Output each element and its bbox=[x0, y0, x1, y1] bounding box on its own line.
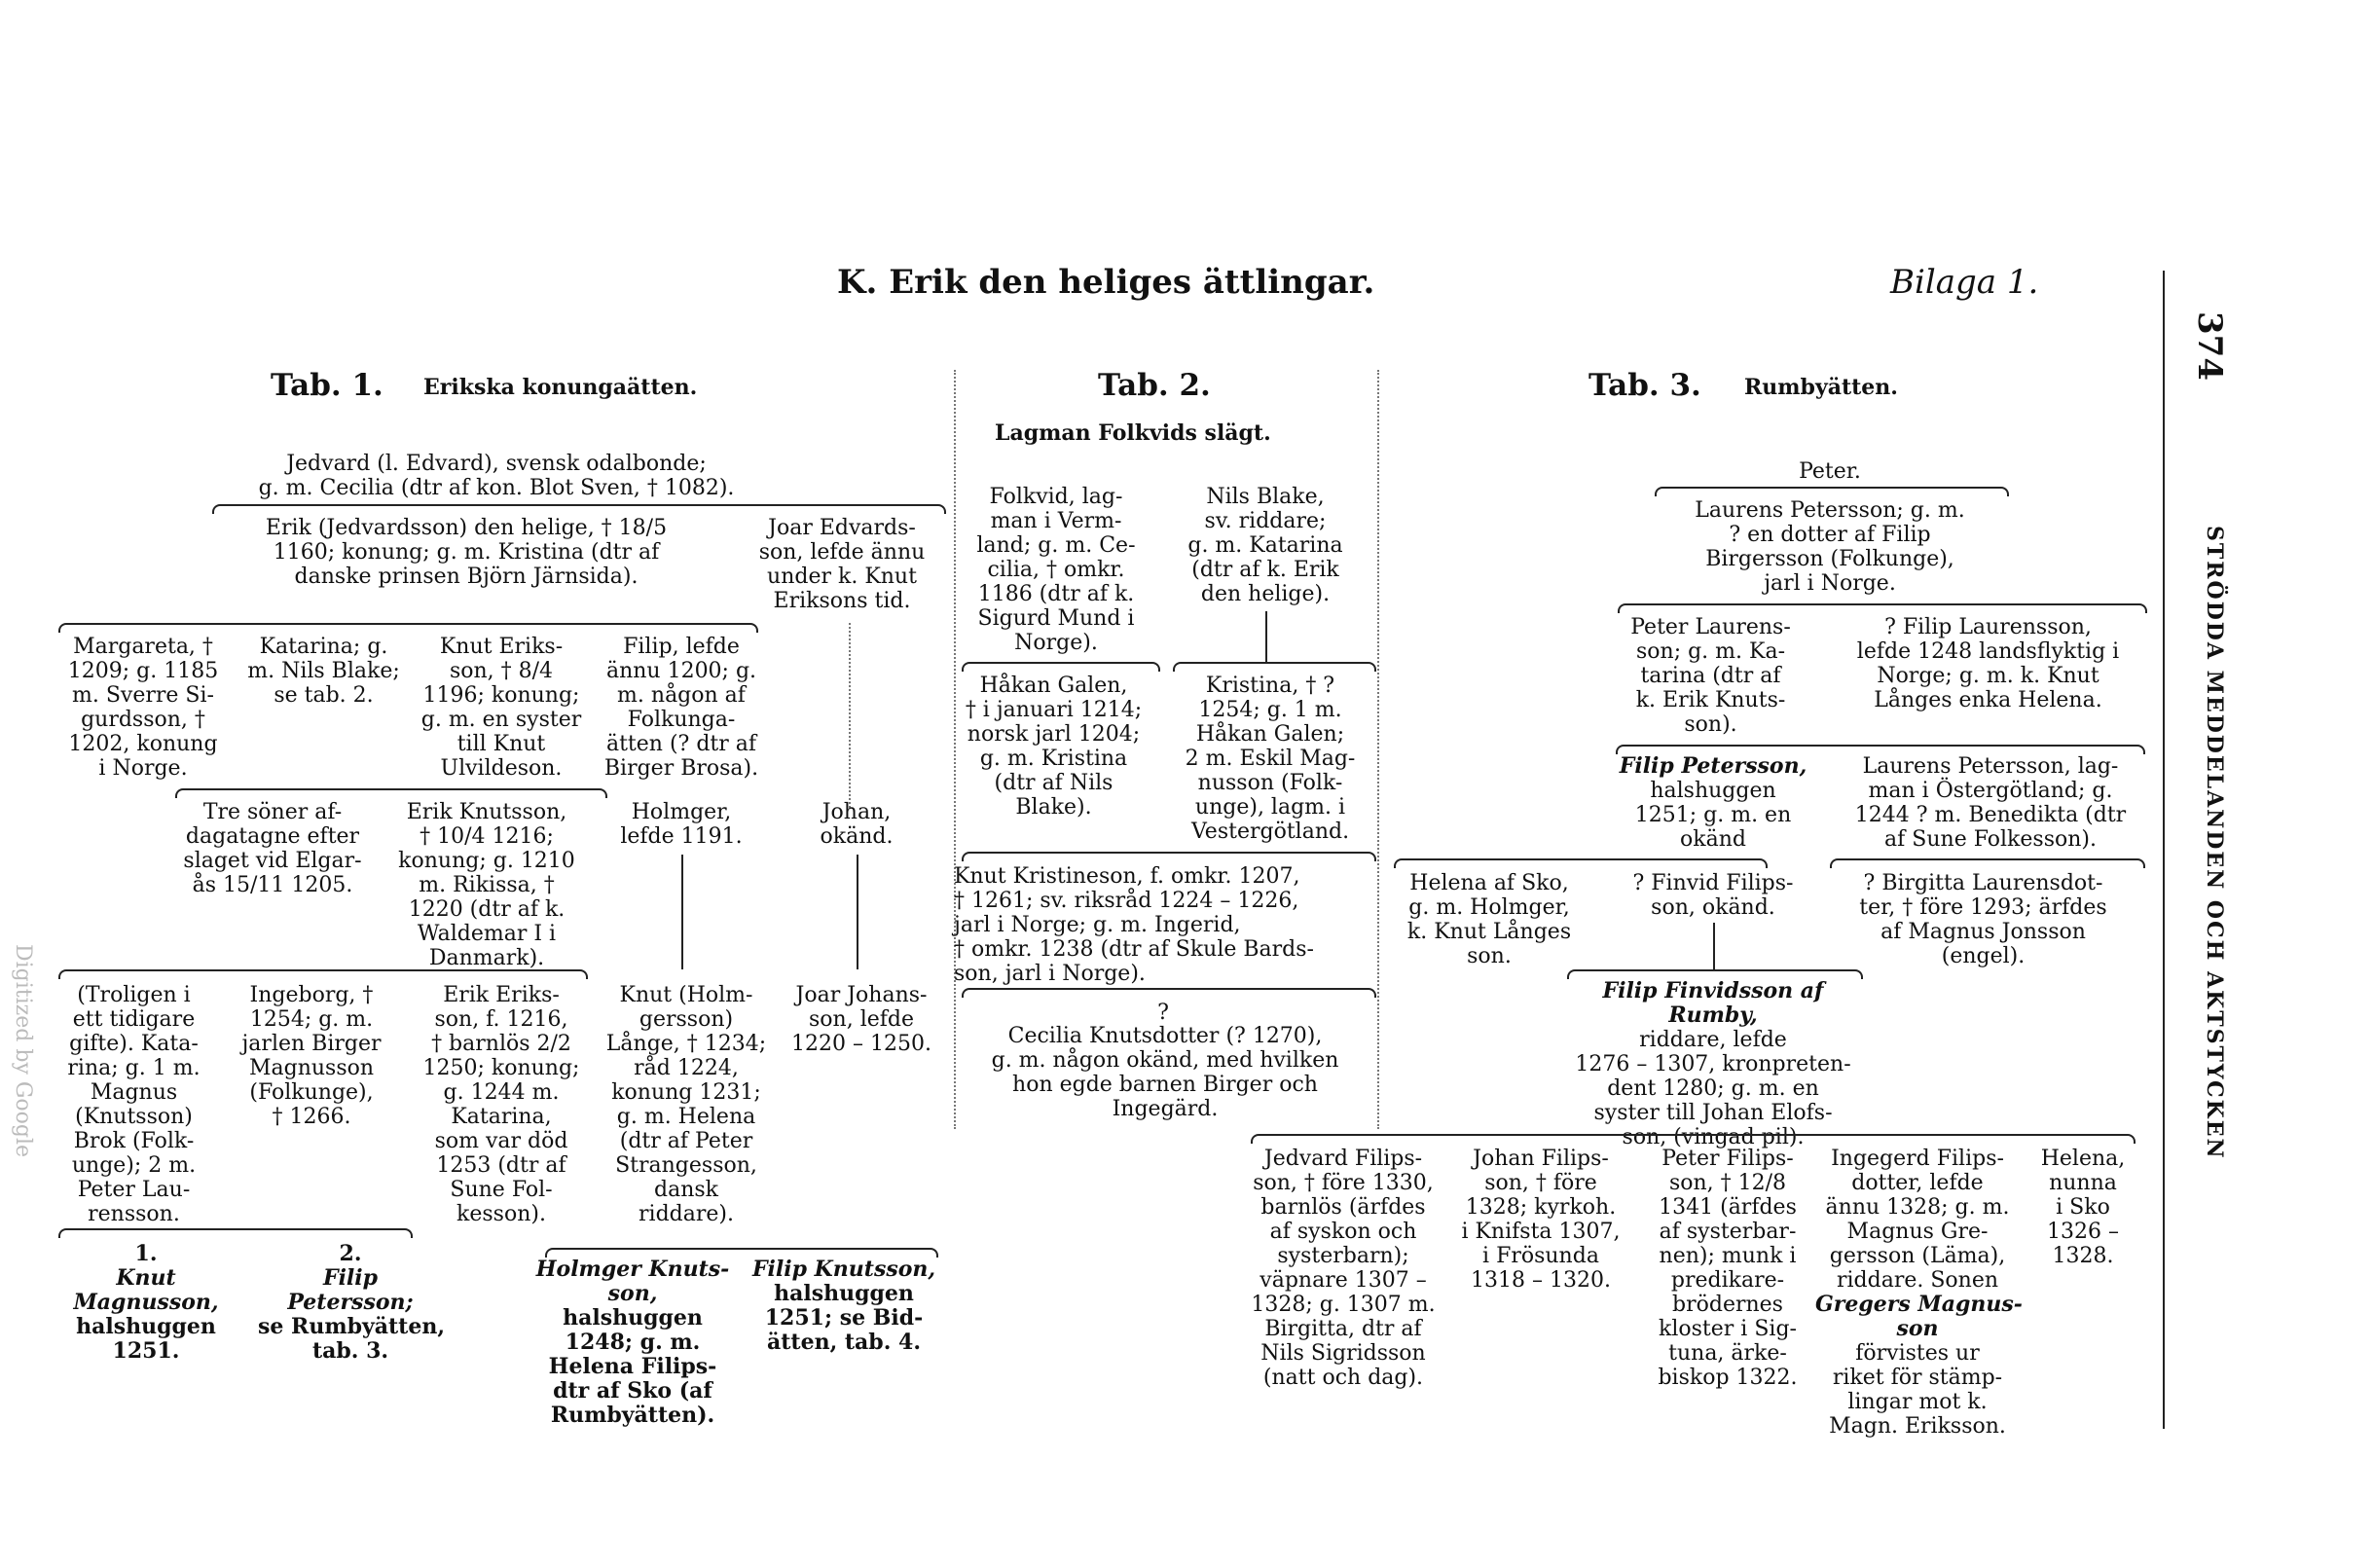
tab2-knut-kristineson: Knut Kristineson, f. omkr. 1207, † 1261; sv. riksråd 1224 – 1226, jarl i Norge; g. m. Ingerid, † omkr. 1238 (dtr af Skule Bards- son, jarl i Norge). bbox=[954, 864, 1314, 986]
tab3-ingegerd-filipsdotter: Ingegerd Filips- dotter, lefde ännu 1328; g. m. Magnus Gre- gersson (Läma), riddare. Sonen Gregers Magnus- son förvistes ur riket för stämp- lingar mot k. Magn. Eriksson. bbox=[1815, 1147, 2023, 1439]
tab2-cecilia: Cecilia Knutsdotter (? 1270), g. m. någon okänd, med hvilken hon egde barnen Birger och Ingegärd. bbox=[991, 1024, 1339, 1121]
tab2-subtitle: Lagman Folkvids slägt. bbox=[995, 420, 1271, 446]
column-divider bbox=[1377, 370, 1379, 1129]
tab3-finvid-filipsson: ? Finvid Filips- son, okänd. bbox=[1632, 871, 1794, 920]
tab1-root: Jedvard (l. Edvard), svensk odalbonde; g. m. Cecilia (dtr af kon. Blot Sven, † 1082). bbox=[258, 452, 735, 500]
tab2-hakan-galen: Håkan Galen, † i januari 1214; norsk jarl 1204; g. m. Kristina (dtr af Nils Blake). bbox=[965, 674, 1143, 820]
tab3-subtitle: Rumbyätten. bbox=[1744, 375, 1898, 400]
bilaga-label: Bilaga 1. bbox=[1890, 263, 2039, 302]
tab1-child-filip-petersson: 2. Filip Petersson; se Rumbyätten, tab. 3. bbox=[258, 1241, 445, 1364]
tab2-label: Tab. 2. bbox=[1098, 368, 1211, 403]
tab3-laurens-petersson: Laurens Petersson; g. m. ? en dotter af Filip Birgersson (Folkunge), jarl i Norge. bbox=[1695, 498, 1965, 596]
tab3-label: Tab. 3. bbox=[1588, 368, 1701, 403]
tab1-ingeborg: Ingeborg, † 1254; g. m. jarlen Birger Magnusson (Folkunge), † 1266. bbox=[241, 983, 382, 1129]
tab1-johan: Johan, okänd. bbox=[820, 800, 894, 849]
running-head: STRÖDDA MEDDELANDEN OCH AKTSTYCKEN bbox=[2202, 526, 2227, 1160]
tab1-joar-edvardsson: Joar Edvards- son, lefde ännu under k. Knut Eriksons tid. bbox=[758, 516, 926, 613]
tab1-margareta: Margareta, † 1209; g. 1185 m. Sverre Si- gurdsson, † 1202, konung i Norge. bbox=[67, 635, 219, 781]
tab3-filip-petersson: Filip Petersson, halshuggen 1251; g. m. en okänd bbox=[1619, 753, 1807, 852]
tab1-erik-eriksson: Erik Eriks- son, f. 1216, † barnlös 2/2 1250; konung; g. 1244 m. Katarina, som var död 1253 (dtr af Sune Fol- kesson). bbox=[422, 983, 580, 1226]
tab1-joar-johansson: Joar Johans- son, lefde 1220 – 1250. bbox=[791, 983, 931, 1056]
tab3-peter: Peter. bbox=[1799, 459, 1861, 484]
margin-rule bbox=[2163, 271, 2165, 1429]
tab2-kristina: Kristina, † ? 1254; g. 1 m. Håkan Galen; 2 m. Eskil Mag- nusson (Folk- unge), lagm. i Vestergötland. bbox=[1185, 674, 1356, 844]
tab3-filip-finvidsson: Filip Finvidsson af Rumby, riddare, lefde 1276 – 1307, kronpreten- dent 1280; g. m. en syster till Johan Elofs- son, (vingad pil). bbox=[1575, 978, 1851, 1149]
tab1-erik: Erik (Jedvardsson) den helige, † 18/5 1160; konung; g. m. Kristina (dtr af danske prinsen Björn Järnsida). bbox=[265, 516, 668, 589]
tab1-troligen-katarina: (Troligen i ett tidigare gifte). Kata- rina; g. 1 m. Magnus (Knutsson) Brok (Folk- unge); 2 m. Peter Lau- rensson. bbox=[67, 983, 201, 1226]
tab1-knut-eriksson: Knut Eriks- son, † 8/4 1196; konung; g. m. en syster till Knut Ulvildeson. bbox=[420, 635, 582, 781]
tab1-knut-holmgersson: Knut (Holm- gersson) Långe, † 1234; råd 1224, konung 1231; g. m. Helena (dtr af Peter Strangesson, dansk riddare). bbox=[605, 983, 767, 1226]
tab1-tre-soner: Tre söner af- dagatagne efter slaget vid Elgar- ås 15/11 1205. bbox=[183, 800, 362, 897]
tab1-child-knut-magnusson: 1. Knut Magnusson, halshuggen 1251. bbox=[73, 1241, 219, 1364]
tab1-katarina: Katarina; g. m. Nils Blake; se tab. 2. bbox=[247, 635, 400, 708]
tab1-holmger-knutsson: Holmger Knuts- son, halshuggen 1248; g. m. Helena Filips- dtr af Sko (af Rumbyätten). bbox=[535, 1257, 730, 1428]
tab3-peter-filipsson: Peter Filips- son, † 12/8 1341 (ärfdes af systerbar- nen); munk i predikare- brödernes kloster i Sig- tuna, ärke- biskop 1322. bbox=[1658, 1147, 1798, 1390]
tab3-helena-nunna: Helena, nunna i Sko 1326 – 1328. bbox=[2040, 1147, 2126, 1268]
tab2-nils-blake: Nils Blake, sv. riddare; g. m. Katarina (dtr af k. Erik den helige). bbox=[1187, 485, 1343, 606]
tab3-laurens-petersson-lagman: Laurens Petersson, lag- man i Östergötland; g. 1244 ? m. Benedikta (dtr af Sune Folkesson). bbox=[1854, 754, 2127, 852]
tab3-johan-filipsson: Johan Filips- son, † före 1328; kyrkoh. i Knifsta 1307, i Frösunda 1318 – 1320. bbox=[1461, 1147, 1621, 1293]
tab1-holmger: Holmger, lefde 1191. bbox=[620, 800, 743, 849]
tab2-question: ? bbox=[1157, 1001, 1169, 1025]
tab1-label: Tab. 1. bbox=[271, 368, 383, 403]
tab1-erik-knutsson: Erik Knutsson, † 10/4 1216; konung; g. 1210 m. Rikissa, † 1220 (dtr af k. Waldemar I i Danmark). bbox=[398, 800, 575, 970]
tab1-filip: Filip, lefde ännu 1200; g. m. någon af Folkunga- ätten (? dtr af Birger Brosa). bbox=[603, 635, 759, 781]
tab3-filip-laurensson: ? Filip Laurensson, lefde 1248 landsflyktig i Norge; g. m. k. Knut Långes enka Helena. bbox=[1856, 615, 2120, 712]
tab2-folkvid: Folkvid, lag- man i Verm- land; g. m. Ce- cilia, † omkr. 1186 (dtr af k. Sigurd Mund i Norge). bbox=[976, 485, 1136, 655]
tab3-helena-af-sko: Helena af Sko, g. m. Holmger, k. Knut Långes son. bbox=[1406, 871, 1572, 968]
tab1-filip-knutsson: Filip Knutsson, halshuggen 1251; se Bid- ätten, tab. 4. bbox=[751, 1257, 936, 1355]
page-title: K. Erik den heliges ättlingar. bbox=[837, 263, 1375, 302]
watermark: Digitized by Google bbox=[11, 944, 35, 1158]
tab3-birgitta: ? Birgitta Laurensdot- ter, † före 1293; ärfdes af Magnus Jonsson (engel). bbox=[1859, 871, 2107, 968]
tab1-subtitle: Erikska konungaätten. bbox=[423, 375, 698, 400]
tab3-jedvard-filipsson: Jedvard Filips- son, † före 1330, barnlös (ärfdes af syskon och systerbarn); väpnare 1307 – 1328; g. 1307 m. Birgitta, dtr af Nils Sigridsson (natt och dag). bbox=[1251, 1147, 1436, 1390]
page-number: 374 bbox=[2190, 311, 2229, 381]
tab3-peter-laurensson: Peter Laurens- son; g. m. Ka- tarina (dtr af k. Erik Knuts- son). bbox=[1630, 615, 1791, 737]
